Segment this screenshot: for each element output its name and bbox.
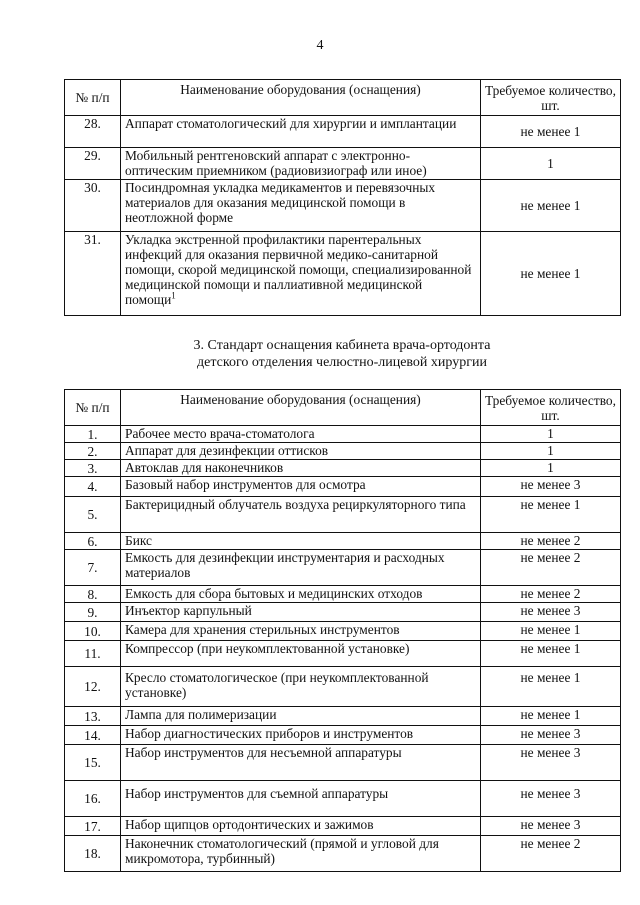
row-quantity: не менее 3 — [481, 726, 621, 745]
row-quantity: не менее 1 — [481, 622, 621, 641]
row-number: 1. — [65, 426, 121, 443]
row-name: Посиндромная укладка медикаментов и перевязочных материалов для оказания медицинской помощи в неотложной форме — [121, 180, 481, 232]
row-quantity: не менее 1 — [481, 667, 621, 707]
row-number: 12. — [65, 667, 121, 707]
table-row — [65, 477, 621, 497]
table-row — [65, 550, 621, 586]
row-number: 31. — [65, 232, 121, 316]
table-row — [65, 603, 621, 622]
row-quantity: не менее 2 — [481, 533, 621, 550]
section-heading-line-2: детского отделения челюстно-лицевой хирургии — [197, 355, 487, 370]
row-quantity: не менее 1 — [481, 707, 621, 726]
row-name — [121, 232, 481, 316]
row-number: 29. — [65, 148, 121, 180]
row-number: 10. — [65, 622, 121, 641]
table-row — [65, 817, 621, 836]
row-name: Набор диагностических приборов и инструментов — [121, 726, 481, 745]
row-name: Наконечник стоматологический (прямой и угловой для микромотора, турбинный) — [121, 836, 481, 872]
row-quantity: не менее 3 — [481, 745, 621, 781]
row-quantity: 1 — [481, 426, 621, 443]
row-number: 30. — [65, 180, 121, 232]
header-name: Наименование оборудования (оснащения) — [121, 390, 481, 426]
row-quantity: не менее 2 — [481, 586, 621, 603]
header-number: № п/п — [65, 80, 121, 116]
row-quantity: не менее 3 — [481, 817, 621, 836]
row-quantity: не менее 1 — [481, 641, 621, 667]
row-number: 5. — [65, 497, 121, 533]
table-header-row — [65, 80, 621, 116]
row-number: 15. — [65, 745, 121, 781]
row-quantity: 1 — [481, 148, 621, 180]
row-name: Лампа для полимеризации — [121, 707, 481, 726]
row-name: Компрессор (при неукомплектованной установке) — [121, 641, 481, 667]
table-row — [65, 116, 621, 148]
row-name: Аппарат стоматологический для хирургии и имплантации — [121, 116, 481, 148]
row-quantity: не менее 1 — [481, 116, 621, 148]
equipment-table-continued — [64, 79, 621, 316]
table-row — [65, 533, 621, 550]
table-row — [65, 586, 621, 603]
footnote-marker: 1 — [171, 290, 176, 301]
row-number: 3. — [65, 460, 121, 477]
row-number: 13. — [65, 707, 121, 726]
table-row — [65, 443, 621, 460]
row-name: Автоклав для наконечников — [121, 460, 481, 477]
row-name: Инъектор карпульный — [121, 603, 481, 622]
row-quantity: не менее 1 — [481, 497, 621, 533]
row-name: Набор щипцов ортодонтических и зажимов — [121, 817, 481, 836]
header-quantity: Требуемое количество, шт. — [481, 80, 621, 116]
table-row — [65, 707, 621, 726]
row-number: 17. — [65, 817, 121, 836]
row-name: Рабочее место врача-стоматолога — [121, 426, 481, 443]
row-number: 7. — [65, 550, 121, 586]
table-row — [65, 836, 621, 872]
row-quantity: 1 — [481, 460, 621, 477]
table-row — [65, 781, 621, 817]
table-row — [65, 148, 621, 180]
table-row — [65, 460, 621, 477]
row-number: 28. — [65, 116, 121, 148]
table-row — [65, 497, 621, 533]
table-row — [65, 426, 621, 443]
table-row — [65, 622, 621, 641]
row-quantity: не менее 3 — [481, 477, 621, 497]
header-number: № п/п — [65, 390, 121, 426]
row-number: 8. — [65, 586, 121, 603]
row-quantity: не менее 1 — [481, 180, 621, 232]
section-heading — [64, 337, 620, 371]
table-row — [65, 232, 621, 316]
section-heading-line-1: 3. Стандарт оснащения кабинета врача-ортодонта — [193, 338, 491, 353]
row-number: 11. — [65, 641, 121, 667]
row-number: 6. — [65, 533, 121, 550]
row-number: 14. — [65, 726, 121, 745]
row-quantity: 1 — [481, 443, 621, 460]
row-name: Бикс — [121, 533, 481, 550]
table-row — [65, 667, 621, 707]
row-name: Мобильный рентгеновский аппарат с электронно-оптическим приемником (радиовизиограф или иное) — [121, 148, 481, 180]
row-number: 2. — [65, 443, 121, 460]
table-row — [65, 180, 621, 232]
table-row — [65, 745, 621, 781]
row-number: 9. — [65, 603, 121, 622]
row-number: 16. — [65, 781, 121, 817]
row-number: 4. — [65, 477, 121, 497]
row-name: Аппарат для дезинфекции оттисков — [121, 443, 481, 460]
row-name: Базовый набор инструментов для осмотра — [121, 477, 481, 497]
row-quantity: не менее 3 — [481, 781, 621, 817]
row-number: 18. — [65, 836, 121, 872]
row-quantity: не менее 3 — [481, 603, 621, 622]
row-quantity: не менее 1 — [481, 232, 621, 316]
table-header-row — [65, 390, 621, 426]
page-number: 4 — [316, 38, 324, 53]
row-quantity: не менее 2 — [481, 550, 621, 586]
row-name: Камера для хранения стерильных инструментов — [121, 622, 481, 641]
table-row — [65, 641, 621, 667]
table-row — [65, 726, 621, 745]
row-name: Набор инструментов для несъемной аппаратуры — [121, 745, 481, 781]
row-name: Емкость для сбора бытовых и медицинских отходов — [121, 586, 481, 603]
orthodontist-equipment-table — [64, 389, 621, 872]
row-name: Кресло стоматологическое (при неукомплектованной установке) — [121, 667, 481, 707]
row-name-text: Укладка экстренной профилактики парентеральных инфекций для оказания первичной медико-санитарной помощи, скорой медицинской помощи, специализированной медицинской помощи и паллиативной медицинской помощи — [125, 232, 472, 307]
row-name: Бактерицидный облучатель воздуха рециркуляторного типа — [121, 497, 481, 533]
row-quantity: не менее 2 — [481, 836, 621, 872]
header-name: Наименование оборудования (оснащения) — [121, 80, 481, 116]
row-name: Емкость для дезинфекции инструментария и расходных материалов — [121, 550, 481, 586]
row-name: Набор инструментов для съемной аппаратуры — [121, 781, 481, 817]
header-quantity: Требуемое количество, шт. — [481, 390, 621, 426]
